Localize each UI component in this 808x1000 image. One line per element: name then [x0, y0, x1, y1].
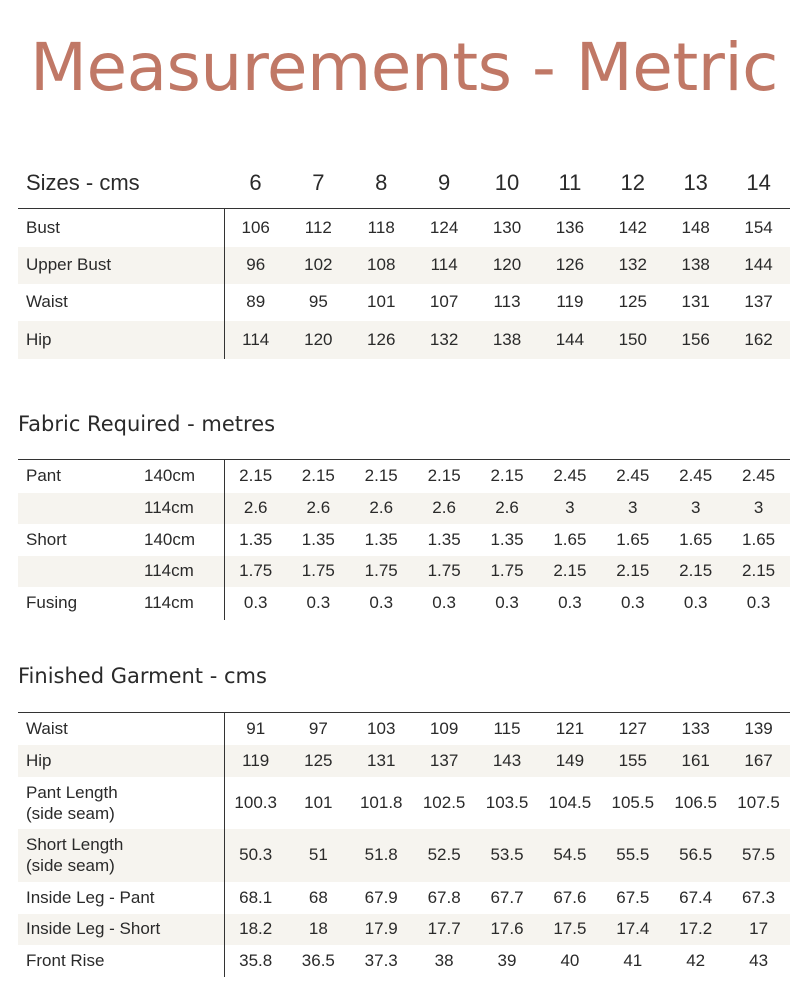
- table-cell: 124: [413, 209, 476, 247]
- table-cell: 112: [287, 209, 350, 247]
- table-cell: 108: [350, 247, 413, 284]
- table-cell: 103.5: [485, 792, 529, 812]
- size-heading: 8: [375, 170, 388, 195]
- row-label-line1: Pant Length: [26, 782, 118, 802]
- table-row: [18, 945, 790, 977]
- table-cell: 68: [308, 887, 328, 907]
- page-title: Measurements - Metric: [30, 29, 778, 106]
- table-cell: 67.4: [679, 887, 713, 907]
- row-label: [18, 493, 136, 524]
- table-cell: 1.65: [679, 529, 713, 549]
- table-cell: 142: [601, 209, 664, 247]
- size-heading: 7: [312, 170, 325, 195]
- table-cell: 138: [476, 321, 539, 359]
- table-cell: 97: [287, 713, 350, 745]
- table-cell: 37.3: [364, 950, 398, 970]
- table-cell: 130: [476, 209, 539, 247]
- table-cell: 0.3: [683, 593, 708, 612]
- table-cell: 132: [601, 247, 664, 284]
- row-label: Fusing: [26, 593, 78, 612]
- row-label: Inside Leg - Pant: [18, 882, 224, 914]
- table-cell: 113: [493, 292, 521, 311]
- table-row: [18, 321, 790, 359]
- table-cell: 1.35: [427, 529, 461, 549]
- row-label: Bust: [18, 209, 224, 247]
- table-cell: 167: [727, 745, 790, 777]
- table-cell: 50.3: [224, 829, 287, 882]
- table-row: [18, 713, 790, 745]
- table-cell: 125: [287, 745, 350, 777]
- table-cell: 89: [246, 292, 266, 311]
- table-cell: 67.6: [553, 887, 587, 907]
- table-cell: 17.2: [664, 914, 727, 945]
- table-cell: 17.9: [350, 914, 413, 945]
- table-cell: 2.15: [287, 460, 350, 493]
- table-cell: 67.9: [364, 887, 398, 907]
- table-cell: 105.5: [611, 792, 655, 812]
- table-cell: 51: [287, 829, 350, 882]
- table-cell: 53.5: [476, 829, 539, 882]
- sizes-header-row: [18, 170, 790, 209]
- table-cell: 2.6: [476, 493, 539, 524]
- table-cell: 148: [664, 209, 727, 247]
- table-row: [18, 247, 790, 284]
- table-cell: 18.2: [224, 914, 287, 945]
- row-label: Waist: [18, 713, 224, 745]
- table-cell: 67.5: [616, 887, 650, 907]
- table-cell: 18: [287, 914, 350, 945]
- table-row: [18, 914, 790, 945]
- table-cell: 102.5: [422, 792, 466, 812]
- size-heading: 12: [620, 170, 646, 195]
- table-cell: 114: [224, 321, 287, 359]
- table-cell: 96: [224, 247, 287, 284]
- table-cell: 2.15: [224, 460, 287, 493]
- table-cell: 120: [287, 321, 350, 359]
- table-row: [18, 524, 790, 556]
- table-cell: 107.5: [737, 792, 780, 812]
- table-cell: 104.5: [548, 792, 592, 812]
- table-cell: 17.6: [476, 914, 539, 945]
- garment-section-title: Finished Garment - cms: [18, 664, 267, 688]
- table-cell: 161: [664, 745, 727, 777]
- row-label: [18, 829, 224, 882]
- table-cell: 137: [744, 292, 773, 311]
- table-cell: 1.75: [350, 556, 413, 587]
- row-label: Pant: [18, 460, 136, 493]
- table-cell: 107: [429, 292, 459, 311]
- row-label: Hip: [18, 321, 224, 359]
- table-cell: 38: [434, 950, 454, 970]
- table-cell: 17.4: [601, 914, 664, 945]
- size-heading: 6: [249, 170, 262, 195]
- row-label: Inside Leg - Short: [18, 914, 224, 945]
- table-cell: 2.6: [224, 493, 287, 524]
- table-cell: 2.45: [664, 460, 727, 493]
- table-cell: 120: [476, 247, 539, 284]
- table-cell: 136: [538, 209, 601, 247]
- table-cell: 144: [727, 247, 790, 284]
- table-cell: 139: [727, 713, 790, 745]
- table-cell: 2.15: [413, 460, 476, 493]
- row-label: Waist: [18, 284, 224, 321]
- table-cell: 1.75: [287, 556, 350, 587]
- table-cell: 131: [350, 745, 413, 777]
- sizes-header-label: Sizes - cms: [26, 170, 140, 195]
- table-cell: 54.5: [538, 829, 601, 882]
- table-cell: 106: [224, 209, 287, 247]
- table-cell: 2.15: [350, 460, 413, 493]
- row-label-line2: (side seam): [26, 856, 115, 875]
- table-cell: 143: [476, 745, 539, 777]
- table-cell: 2.15: [601, 556, 664, 587]
- table-cell: 42: [686, 950, 706, 970]
- table-cell: 2.15: [727, 556, 790, 587]
- row-label: Short: [26, 529, 67, 549]
- fabric-width: 114cm: [136, 587, 224, 620]
- table-cell: 154: [727, 209, 790, 247]
- row-label-line2: (side seam): [26, 803, 115, 823]
- row-label-line1: Short Length: [26, 835, 124, 854]
- table-cell: 137: [413, 745, 476, 777]
- table-cell: 102: [287, 247, 350, 284]
- table-cell: 0.3: [746, 593, 771, 612]
- table-cell: 150: [601, 321, 664, 359]
- table-row: [18, 882, 790, 914]
- table-cell: 1.35: [490, 529, 524, 549]
- table-cell: 2.6: [413, 493, 476, 524]
- table-cell: 0.3: [306, 593, 331, 612]
- fabric-section-title: Fabric Required - metres: [18, 412, 276, 436]
- size-heading: 14: [746, 170, 771, 195]
- table-cell: 51.8: [350, 829, 413, 882]
- table-cell: 43: [749, 950, 769, 970]
- table-cell: 2.6: [287, 493, 350, 524]
- fabric-width: 114cm: [136, 556, 224, 587]
- table-cell: 2.45: [727, 460, 790, 493]
- table-cell: 149: [538, 745, 601, 777]
- row-label: Front Rise: [18, 945, 224, 977]
- table-cell: 121: [538, 713, 601, 745]
- table-cell: 101: [304, 792, 333, 812]
- table-cell: 57.5: [727, 829, 790, 882]
- row-label: Hip: [18, 745, 224, 777]
- table-cell: 2.15: [538, 556, 601, 587]
- garment-table: [18, 712, 790, 977]
- fabric-table: [18, 459, 790, 620]
- table-cell: 115: [476, 713, 539, 745]
- table-row: [18, 460, 790, 493]
- table-cell: 67.3: [742, 887, 776, 907]
- table-cell: 52.5: [413, 829, 476, 882]
- table-row: [18, 587, 790, 620]
- table-cell: 156: [664, 321, 727, 359]
- table-cell: 2.45: [538, 460, 601, 493]
- table-row: [18, 777, 790, 829]
- table-cell: 3: [538, 493, 601, 524]
- table-cell: 1.75: [224, 556, 287, 587]
- table-cell: 133: [664, 713, 727, 745]
- table-cell: 95: [308, 292, 328, 311]
- fabric-width: 140cm: [136, 460, 224, 493]
- table-cell: 131: [681, 292, 710, 311]
- fabric-width: 140cm: [136, 524, 224, 556]
- row-label: [18, 556, 136, 587]
- table-cell: 101: [367, 292, 396, 311]
- table-cell: 41: [623, 950, 643, 970]
- table-cell: 103: [350, 713, 413, 745]
- table-cell: 68.1: [239, 887, 273, 907]
- table-cell: 1.75: [413, 556, 476, 587]
- table-cell: 126: [350, 321, 413, 359]
- row-label: Upper Bust: [18, 247, 224, 284]
- table-cell: 0.3: [620, 593, 645, 612]
- table-row: [18, 829, 790, 882]
- row-label: [18, 777, 224, 829]
- table-cell: 2.15: [664, 556, 727, 587]
- table-row: [18, 493, 790, 524]
- fabric-width: 114cm: [136, 493, 224, 524]
- table-cell: 67.7: [490, 887, 524, 907]
- table-cell: 114: [413, 247, 476, 284]
- table-cell: 125: [618, 292, 647, 311]
- table-cell: 67.8: [427, 887, 461, 907]
- table-cell: 2.6: [350, 493, 413, 524]
- table-cell: 1.75: [476, 556, 539, 587]
- table-cell: 17.5: [538, 914, 601, 945]
- table-cell: 0.3: [243, 593, 268, 612]
- table-cell: 91: [224, 713, 287, 745]
- body-measurements-table: [18, 170, 790, 359]
- table-cell: 162: [727, 321, 790, 359]
- size-heading: 10: [494, 170, 520, 195]
- table-row: [18, 284, 790, 321]
- table-cell: 2.45: [601, 460, 664, 493]
- table-cell: 1.35: [239, 529, 273, 549]
- table-cell: 39: [497, 950, 517, 970]
- table-cell: 132: [413, 321, 476, 359]
- table-cell: 40: [560, 950, 580, 970]
- table-cell: 3: [601, 493, 664, 524]
- table-row: [18, 556, 790, 587]
- table-cell: 1.65: [616, 529, 650, 549]
- size-heading: 11: [558, 170, 582, 195]
- table-cell: 36.5: [301, 950, 335, 970]
- table-cell: 144: [538, 321, 601, 359]
- table-cell: 0.3: [495, 593, 519, 612]
- table-row: [18, 209, 790, 247]
- table-cell: 1.35: [364, 529, 398, 549]
- table-cell: 106.5: [674, 792, 717, 812]
- size-heading: 9: [437, 170, 451, 195]
- table-cell: 119: [556, 292, 584, 311]
- table-cell: 101.8: [359, 792, 403, 812]
- table-cell: 1.65: [742, 529, 776, 549]
- table-cell: 118: [350, 209, 413, 247]
- table-cell: 1.65: [553, 529, 587, 549]
- table-cell: 35.8: [239, 950, 273, 970]
- table-cell: 119: [224, 745, 287, 777]
- table-cell: 17.7: [413, 914, 476, 945]
- table-cell: 0.3: [432, 593, 456, 612]
- table-cell: 100.3: [234, 792, 277, 812]
- table-cell: 1.35: [301, 529, 335, 549]
- table-cell: 2.15: [476, 460, 539, 493]
- table-row: [18, 745, 790, 777]
- table-cell: 126: [538, 247, 601, 284]
- table-cell: 0.3: [558, 593, 582, 612]
- table-cell: 138: [664, 247, 727, 284]
- table-cell: 0.3: [369, 593, 394, 612]
- table-cell: 17: [727, 914, 790, 945]
- table-cell: 55.5: [601, 829, 664, 882]
- table-cell: 127: [601, 713, 664, 745]
- size-heading: 13: [683, 170, 708, 195]
- table-cell: 56.5: [664, 829, 727, 882]
- table-cell: 3: [664, 493, 727, 524]
- table-cell: 3: [727, 493, 790, 524]
- table-cell: 109: [413, 713, 476, 745]
- table-cell: 155: [601, 745, 664, 777]
